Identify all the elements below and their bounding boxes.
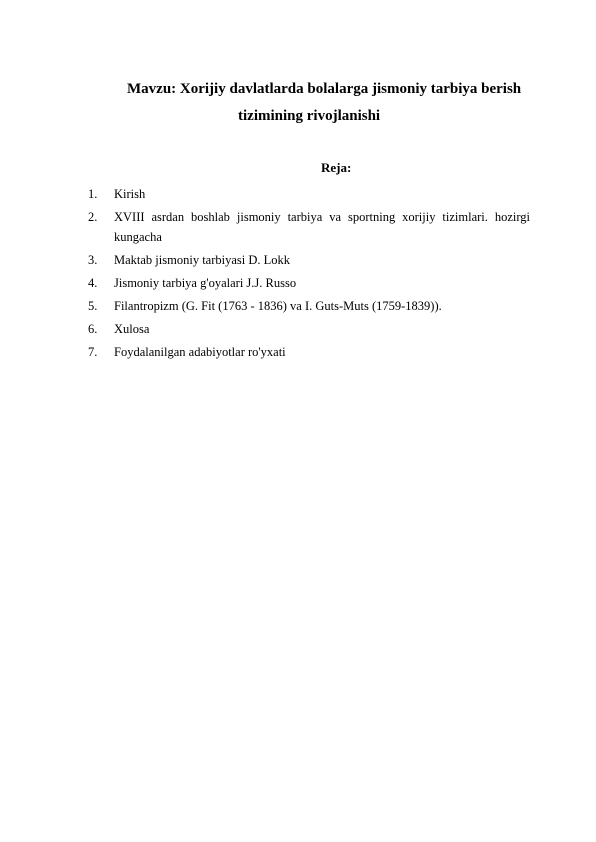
plan-heading: Reja: [321,160,352,175]
list-item [88,296,530,316]
document-title-line-1: Mavzu: Xorijiy davlatlarda bolalarga jismoniy tarbiya berish [127,81,522,97]
list-item-text: Jismoniy tarbiya g'oyalari J.J. Russo [114,276,297,290]
list-item-text: Kirish [114,187,146,201]
list-item [88,207,530,247]
list-item-number: 7. [88,345,98,359]
list-item-text: XVIII asrdan boshlab jismoniy tarbiya va sportning xorijiy tizimlari. hozirgi kungacha [114,210,530,244]
list-item-number: 5. [88,299,98,313]
list-item [88,250,530,270]
list-item-number: 4. [88,276,98,290]
list-item [88,184,530,204]
plan-list [88,184,530,365]
list-item [88,319,530,339]
list-item [88,273,530,293]
document-title-line-2: tizimining rivojlanishi [238,108,381,124]
list-item-text: Foydalanilgan adabiyotlar ro'yxati [114,345,286,359]
list-item-text: Filantropizm (G. Fit (1763 - 1836) va I. Guts-Muts (1759-1839)). [114,299,442,313]
list-item [88,342,530,362]
list-item-text: Xulosa [114,322,150,336]
list-item-number: 2. [88,210,98,224]
list-item-number: 3. [88,253,98,267]
list-item-number: 1. [88,187,98,201]
list-item-number: 6. [88,322,98,336]
list-item-text: Maktab jismoniy tarbiyasi D. Lokk [114,253,291,267]
